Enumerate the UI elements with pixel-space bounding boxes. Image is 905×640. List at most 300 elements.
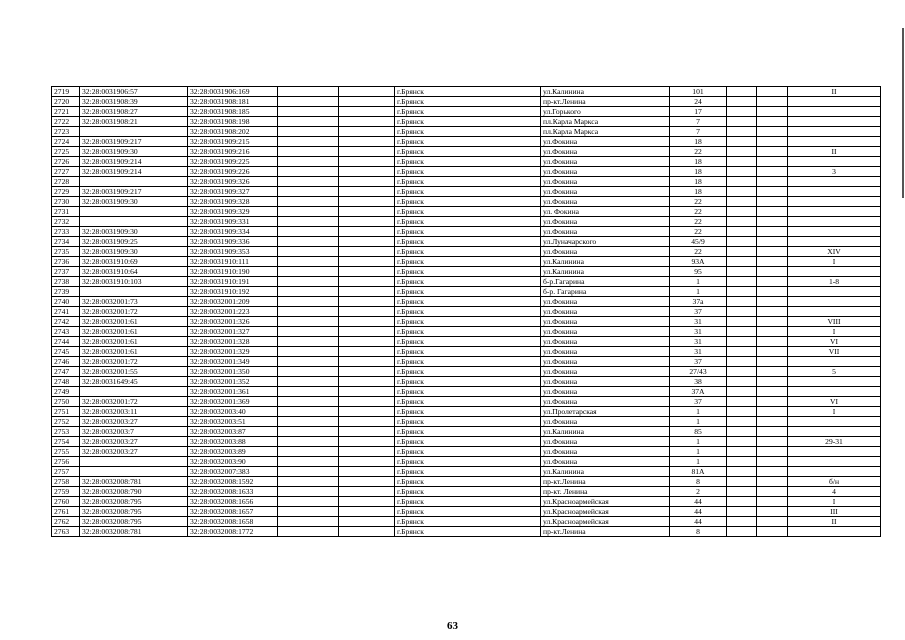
blank-col-d-cell: [757, 257, 788, 267]
premises-number-cell: [788, 107, 881, 117]
house-number-cell: 1: [670, 457, 727, 467]
house-number-cell: 37А: [670, 387, 727, 397]
street-cell: ул.Фокина: [541, 367, 670, 377]
row-number-cell: 2725: [52, 147, 80, 157]
city-cell: г.Брянск: [395, 427, 541, 437]
cadastral-number-cell: 32:28:0032008:1657: [188, 507, 278, 517]
source-cadastral-number-cell: [80, 387, 188, 397]
city-cell: г.Брянск: [395, 157, 541, 167]
street-cell: ул.Калинина: [541, 257, 670, 267]
city-cell: г.Брянск: [395, 257, 541, 267]
premises-number-cell: XIV: [788, 247, 881, 257]
source-cadastral-number-cell: 32:28:0032001:55: [80, 367, 188, 377]
scan-edge-line: [902, 28, 904, 198]
street-cell: б-р. Гагарина: [541, 287, 670, 297]
blank-col-c-cell: [727, 477, 757, 487]
street-cell: ул.Фокина: [541, 197, 670, 207]
city-cell: г.Брянск: [395, 177, 541, 187]
premises-number-cell: 5: [788, 367, 881, 377]
cadastral-number-cell: 32:28:0031910:191: [188, 277, 278, 287]
premises-number-cell: [788, 447, 881, 457]
house-number-cell: 31: [670, 317, 727, 327]
row-number-cell: 2753: [52, 427, 80, 437]
blank-col-b-cell: [339, 87, 395, 97]
street-cell: ул.Фокина: [541, 297, 670, 307]
city-cell: г.Брянск: [395, 117, 541, 127]
property-register-table: [51, 86, 881, 537]
house-number-cell: 22: [670, 217, 727, 227]
city-cell: г.Брянск: [395, 227, 541, 237]
cadastral-number-cell: 32:28:0032001:352: [188, 377, 278, 387]
row-number-cell: 2759: [52, 487, 80, 497]
street-cell: ул.Фокина: [541, 217, 670, 227]
city-cell: г.Брянск: [395, 497, 541, 507]
street-cell: ул.Калинина: [541, 427, 670, 437]
blank-col-a-cell: [278, 87, 339, 97]
blank-col-b-cell: [339, 407, 395, 417]
row-number-cell: 2747: [52, 367, 80, 377]
source-cadastral-number-cell: 32:28:0031909:214: [80, 167, 188, 177]
street-cell: ул. Фокина: [541, 207, 670, 217]
row-number-cell: 2739: [52, 287, 80, 297]
city-cell: г.Брянск: [395, 147, 541, 157]
blank-col-a-cell: [278, 507, 339, 517]
premises-number-cell: [788, 187, 881, 197]
source-cadastral-number-cell: 32:28:0032003:7: [80, 427, 188, 437]
blank-col-d-cell: [757, 277, 788, 287]
row-number-cell: 2756: [52, 457, 80, 467]
city-cell: г.Брянск: [395, 127, 541, 137]
blank-col-a-cell: [278, 277, 339, 287]
premises-number-cell: [788, 387, 881, 397]
blank-col-c-cell: [727, 147, 757, 157]
table-row: [52, 507, 881, 517]
cadastral-number-cell: 32:28:0032001:329: [188, 347, 278, 357]
source-cadastral-number-cell: 32:28:0031909:25: [80, 237, 188, 247]
house-number-cell: 1: [670, 277, 727, 287]
row-number-cell: 2733: [52, 227, 80, 237]
blank-col-a-cell: [278, 157, 339, 167]
blank-col-b-cell: [339, 167, 395, 177]
blank-col-a-cell: [278, 137, 339, 147]
cadastral-number-cell: 32:28:0032008:1772: [188, 527, 278, 537]
city-cell: г.Брянск: [395, 287, 541, 297]
city-cell: г.Брянск: [395, 377, 541, 387]
house-number-cell: 37а: [670, 297, 727, 307]
source-cadastral-number-cell: 32:28:0032001:61: [80, 337, 188, 347]
cadastral-number-cell: 32:28:0032001:328: [188, 337, 278, 347]
blank-col-a-cell: [278, 97, 339, 107]
table-row: [52, 87, 881, 97]
blank-col-a-cell: [278, 527, 339, 537]
row-number-cell: 2761: [52, 507, 80, 517]
house-number-cell: 85: [670, 427, 727, 437]
blank-col-b-cell: [339, 317, 395, 327]
row-number-cell: 2744: [52, 337, 80, 347]
house-number-cell: 18: [670, 177, 727, 187]
table-row: [52, 157, 881, 167]
cadastral-number-cell: 32:28:0032003:40: [188, 407, 278, 417]
cadastral-number-cell: 32:28:0032008:1592: [188, 477, 278, 487]
source-cadastral-number-cell: 32:28:0031910:64: [80, 267, 188, 277]
street-cell: ул.Красноармейская: [541, 517, 670, 527]
street-cell: пр-кт.Ленина: [541, 527, 670, 537]
page-number: 63: [447, 620, 458, 632]
blank-col-a-cell: [278, 417, 339, 427]
source-cadastral-number-cell: 32:28:0032003:27: [80, 447, 188, 457]
cadastral-number-cell: 32:28:0031909:328: [188, 197, 278, 207]
blank-col-d-cell: [757, 517, 788, 527]
blank-col-b-cell: [339, 257, 395, 267]
table-row: [52, 257, 881, 267]
blank-col-b-cell: [339, 517, 395, 527]
row-number-cell: 2757: [52, 467, 80, 477]
blank-col-a-cell: [278, 447, 339, 457]
blank-col-c-cell: [727, 457, 757, 467]
source-cadastral-number-cell: [80, 287, 188, 297]
source-cadastral-number-cell: 32:28:0032001:72: [80, 397, 188, 407]
house-number-cell: 1: [670, 407, 727, 417]
blank-col-c-cell: [727, 387, 757, 397]
premises-number-cell: [788, 467, 881, 477]
house-number-cell: 7: [670, 127, 727, 137]
source-cadastral-number-cell: 32:28:0031908:39: [80, 97, 188, 107]
blank-col-b-cell: [339, 507, 395, 517]
street-cell: ул.Фокина: [541, 437, 670, 447]
blank-col-c-cell: [727, 437, 757, 447]
city-cell: г.Брянск: [395, 417, 541, 427]
premises-number-cell: VIII: [788, 317, 881, 327]
table-row: [52, 497, 881, 507]
table-row: [52, 277, 881, 287]
premises-number-cell: I: [788, 327, 881, 337]
blank-col-b-cell: [339, 387, 395, 397]
blank-col-d-cell: [757, 127, 788, 137]
blank-col-a-cell: [278, 487, 339, 497]
blank-col-b-cell: [339, 367, 395, 377]
street-cell: ул.Луначарского: [541, 237, 670, 247]
row-number-cell: 2723: [52, 127, 80, 137]
cadastral-number-cell: 32:28:0032001:369: [188, 397, 278, 407]
city-cell: г.Брянск: [395, 247, 541, 257]
blank-col-a-cell: [278, 437, 339, 447]
row-number-cell: 2736: [52, 257, 80, 267]
premises-number-cell: [788, 207, 881, 217]
source-cadastral-number-cell: [80, 467, 188, 477]
blank-col-a-cell: [278, 177, 339, 187]
street-cell: ул.Фокина: [541, 397, 670, 407]
blank-col-d-cell: [757, 357, 788, 367]
blank-col-c-cell: [727, 327, 757, 337]
premises-number-cell: [788, 217, 881, 227]
blank-col-b-cell: [339, 327, 395, 337]
blank-col-a-cell: [278, 357, 339, 367]
blank-col-a-cell: [278, 467, 339, 477]
blank-col-d-cell: [757, 87, 788, 97]
table-row: [52, 107, 881, 117]
blank-col-b-cell: [339, 477, 395, 487]
source-cadastral-number-cell: 32:28:0031909:217: [80, 137, 188, 147]
house-number-cell: 31: [670, 347, 727, 357]
blank-col-d-cell: [757, 377, 788, 387]
source-cadastral-number-cell: 32:28:0031909:214: [80, 157, 188, 167]
blank-col-a-cell: [278, 127, 339, 137]
blank-col-d-cell: [757, 317, 788, 327]
source-cadastral-number-cell: 32:28:0032001:61: [80, 347, 188, 357]
blank-col-d-cell: [757, 417, 788, 427]
table-row: [52, 207, 881, 217]
row-number-cell: 2763: [52, 527, 80, 537]
source-cadastral-number-cell: 32:28:0031910:103: [80, 277, 188, 287]
street-cell: ул.Фокина: [541, 137, 670, 147]
source-cadastral-number-cell: 32:28:0031908:27: [80, 107, 188, 117]
table-row: [52, 197, 881, 207]
house-number-cell: 24: [670, 97, 727, 107]
house-number-cell: 101: [670, 87, 727, 97]
blank-col-d-cell: [757, 207, 788, 217]
table-row: [52, 177, 881, 187]
street-cell: б-р.Гагарина: [541, 277, 670, 287]
premises-number-cell: [788, 297, 881, 307]
house-number-cell: 44: [670, 497, 727, 507]
blank-col-c-cell: [727, 487, 757, 497]
premises-number-cell: 29-31: [788, 437, 881, 447]
house-number-cell: 45/9: [670, 237, 727, 247]
street-cell: ул.Фокина: [541, 247, 670, 257]
cadastral-number-cell: 32:28:0032003:90: [188, 457, 278, 467]
row-number-cell: 2748: [52, 377, 80, 387]
source-cadastral-number-cell: 32:28:0032003:27: [80, 417, 188, 427]
blank-col-d-cell: [757, 237, 788, 247]
premises-number-cell: [788, 307, 881, 317]
city-cell: г.Брянск: [395, 277, 541, 287]
blank-col-a-cell: [278, 207, 339, 217]
blank-col-c-cell: [727, 347, 757, 357]
street-cell: ул.Фокина: [541, 227, 670, 237]
city-cell: г.Брянск: [395, 307, 541, 317]
blank-col-c-cell: [727, 467, 757, 477]
blank-col-d-cell: [757, 247, 788, 257]
blank-col-b-cell: [339, 267, 395, 277]
blank-col-d-cell: [757, 157, 788, 167]
premises-number-cell: [788, 97, 881, 107]
street-cell: ул.Фокина: [541, 337, 670, 347]
blank-col-b-cell: [339, 427, 395, 437]
row-number-cell: 2752: [52, 417, 80, 427]
street-cell: ул.Фокина: [541, 447, 670, 457]
blank-col-b-cell: [339, 397, 395, 407]
street-cell: пл.Карла Маркса: [541, 117, 670, 127]
blank-col-c-cell: [727, 247, 757, 257]
blank-col-b-cell: [339, 117, 395, 127]
city-cell: г.Брянск: [395, 397, 541, 407]
house-number-cell: 7: [670, 117, 727, 127]
blank-col-c-cell: [727, 167, 757, 177]
row-number-cell: 2735: [52, 247, 80, 257]
street-cell: ул.Фокина: [541, 187, 670, 197]
source-cadastral-number-cell: 32:28:0032008:781: [80, 477, 188, 487]
city-cell: г.Брянск: [395, 467, 541, 477]
blank-col-a-cell: [278, 267, 339, 277]
street-cell: ул.Фокина: [541, 307, 670, 317]
blank-col-b-cell: [339, 377, 395, 387]
row-number-cell: 2728: [52, 177, 80, 187]
blank-col-a-cell: [278, 257, 339, 267]
table-row: [52, 127, 881, 137]
row-number-cell: 2738: [52, 277, 80, 287]
blank-col-d-cell: [757, 297, 788, 307]
blank-col-b-cell: [339, 337, 395, 347]
blank-col-b-cell: [339, 237, 395, 247]
city-cell: г.Брянск: [395, 447, 541, 457]
city-cell: г.Брянск: [395, 327, 541, 337]
city-cell: г.Брянск: [395, 137, 541, 147]
row-number-cell: 2719: [52, 87, 80, 97]
premises-number-cell: VII: [788, 347, 881, 357]
blank-col-d-cell: [757, 487, 788, 497]
house-number-cell: 81А: [670, 467, 727, 477]
premises-number-cell: [788, 527, 881, 537]
premises-number-cell: 4: [788, 487, 881, 497]
city-cell: г.Брянск: [395, 487, 541, 497]
source-cadastral-number-cell: 32:28:0032008:795: [80, 497, 188, 507]
cadastral-number-cell: 32:28:0032001:209: [188, 297, 278, 307]
row-number-cell: 2741: [52, 307, 80, 317]
premises-number-cell: II: [788, 517, 881, 527]
cadastral-number-cell: 32:28:0031909:331: [188, 217, 278, 227]
table-row: [52, 467, 881, 477]
row-number-cell: 2729: [52, 187, 80, 197]
premises-number-cell: II: [788, 147, 881, 157]
table-row: [52, 337, 881, 347]
source-cadastral-number-cell: 32:28:0032008:790: [80, 487, 188, 497]
city-cell: г.Брянск: [395, 167, 541, 177]
source-cadastral-number-cell: [80, 127, 188, 137]
table-row: [52, 407, 881, 417]
blank-col-d-cell: [757, 227, 788, 237]
source-cadastral-number-cell: 32:28:0032008:795: [80, 517, 188, 527]
house-number-cell: 1: [670, 447, 727, 457]
blank-col-a-cell: [278, 427, 339, 437]
premises-number-cell: [788, 137, 881, 147]
table-row: [52, 307, 881, 317]
house-number-cell: 27/43: [670, 367, 727, 377]
cadastral-number-cell: 32:28:0031909:327: [188, 187, 278, 197]
street-cell: ул.Горького: [541, 107, 670, 117]
table-row: [52, 297, 881, 307]
row-number-cell: 2743: [52, 327, 80, 337]
blank-col-a-cell: [278, 117, 339, 127]
street-cell: пл.Карла Маркса: [541, 127, 670, 137]
blank-col-d-cell: [757, 97, 788, 107]
house-number-cell: 22: [670, 197, 727, 207]
table-row: [52, 327, 881, 337]
house-number-cell: 31: [670, 327, 727, 337]
blank-col-b-cell: [339, 197, 395, 207]
cadastral-number-cell: 32:28:0031909:353: [188, 247, 278, 257]
source-cadastral-number-cell: [80, 177, 188, 187]
city-cell: г.Брянск: [395, 407, 541, 417]
blank-col-b-cell: [339, 187, 395, 197]
table-row: [52, 417, 881, 427]
house-number-cell: 37: [670, 307, 727, 317]
street-cell: ул.Фокина: [541, 417, 670, 427]
city-cell: г.Брянск: [395, 357, 541, 367]
cadastral-number-cell: 32:28:0031908:198: [188, 117, 278, 127]
city-cell: г.Брянск: [395, 527, 541, 537]
cadastral-number-cell: 32:28:0031910:192: [188, 287, 278, 297]
house-number-cell: 18: [670, 187, 727, 197]
house-number-cell: 44: [670, 507, 727, 517]
cadastral-number-cell: 32:28:0031908:181: [188, 97, 278, 107]
blank-col-d-cell: [757, 387, 788, 397]
table-body: [52, 87, 881, 537]
blank-col-c-cell: [727, 317, 757, 327]
blank-col-a-cell: [278, 517, 339, 527]
source-cadastral-number-cell: 32:28:0031909:30: [80, 197, 188, 207]
table-row: [52, 447, 881, 457]
row-number-cell: 2726: [52, 157, 80, 167]
street-cell: ул.Фокина: [541, 167, 670, 177]
blank-col-d-cell: [757, 197, 788, 207]
blank-col-b-cell: [339, 447, 395, 457]
premises-number-cell: I: [788, 497, 881, 507]
house-number-cell: 18: [670, 157, 727, 167]
blank-col-b-cell: [339, 417, 395, 427]
premises-number-cell: 3: [788, 167, 881, 177]
row-number-cell: 2742: [52, 317, 80, 327]
cadastral-number-cell: 32:28:0032008:1658: [188, 517, 278, 527]
blank-col-d-cell: [757, 397, 788, 407]
blank-col-b-cell: [339, 127, 395, 137]
blank-col-a-cell: [278, 307, 339, 317]
city-cell: г.Брянск: [395, 387, 541, 397]
source-cadastral-number-cell: 32:28:0032008:781: [80, 527, 188, 537]
table-row: [52, 217, 881, 227]
blank-col-c-cell: [727, 217, 757, 227]
premises-number-cell: II: [788, 87, 881, 97]
street-cell: ул.Фокина: [541, 357, 670, 367]
premises-number-cell: [788, 377, 881, 387]
blank-col-c-cell: [727, 427, 757, 437]
blank-col-c-cell: [727, 287, 757, 297]
blank-col-d-cell: [757, 327, 788, 337]
house-number-cell: 8: [670, 527, 727, 537]
house-number-cell: 18: [670, 137, 727, 147]
street-cell: ул.Калинина: [541, 87, 670, 97]
source-cadastral-number-cell: 32:28:0031909:30: [80, 247, 188, 257]
blank-col-a-cell: [278, 147, 339, 157]
cadastral-number-cell: 32:28:0032001:326: [188, 317, 278, 327]
row-number-cell: 2762: [52, 517, 80, 527]
table-row: [52, 427, 881, 437]
street-cell: пр-кт.Ленина: [541, 477, 670, 487]
row-number-cell: 2740: [52, 297, 80, 307]
blank-col-b-cell: [339, 527, 395, 537]
blank-col-d-cell: [757, 447, 788, 457]
blank-col-d-cell: [757, 147, 788, 157]
blank-col-c-cell: [727, 87, 757, 97]
premises-number-cell: [788, 427, 881, 437]
blank-col-d-cell: [757, 507, 788, 517]
cadastral-number-cell: 32:28:0032003:89: [188, 447, 278, 457]
blank-col-a-cell: [278, 197, 339, 207]
blank-col-b-cell: [339, 347, 395, 357]
blank-col-c-cell: [727, 257, 757, 267]
blank-col-d-cell: [757, 307, 788, 317]
city-cell: г.Брянск: [395, 267, 541, 277]
table-row: [52, 117, 881, 127]
